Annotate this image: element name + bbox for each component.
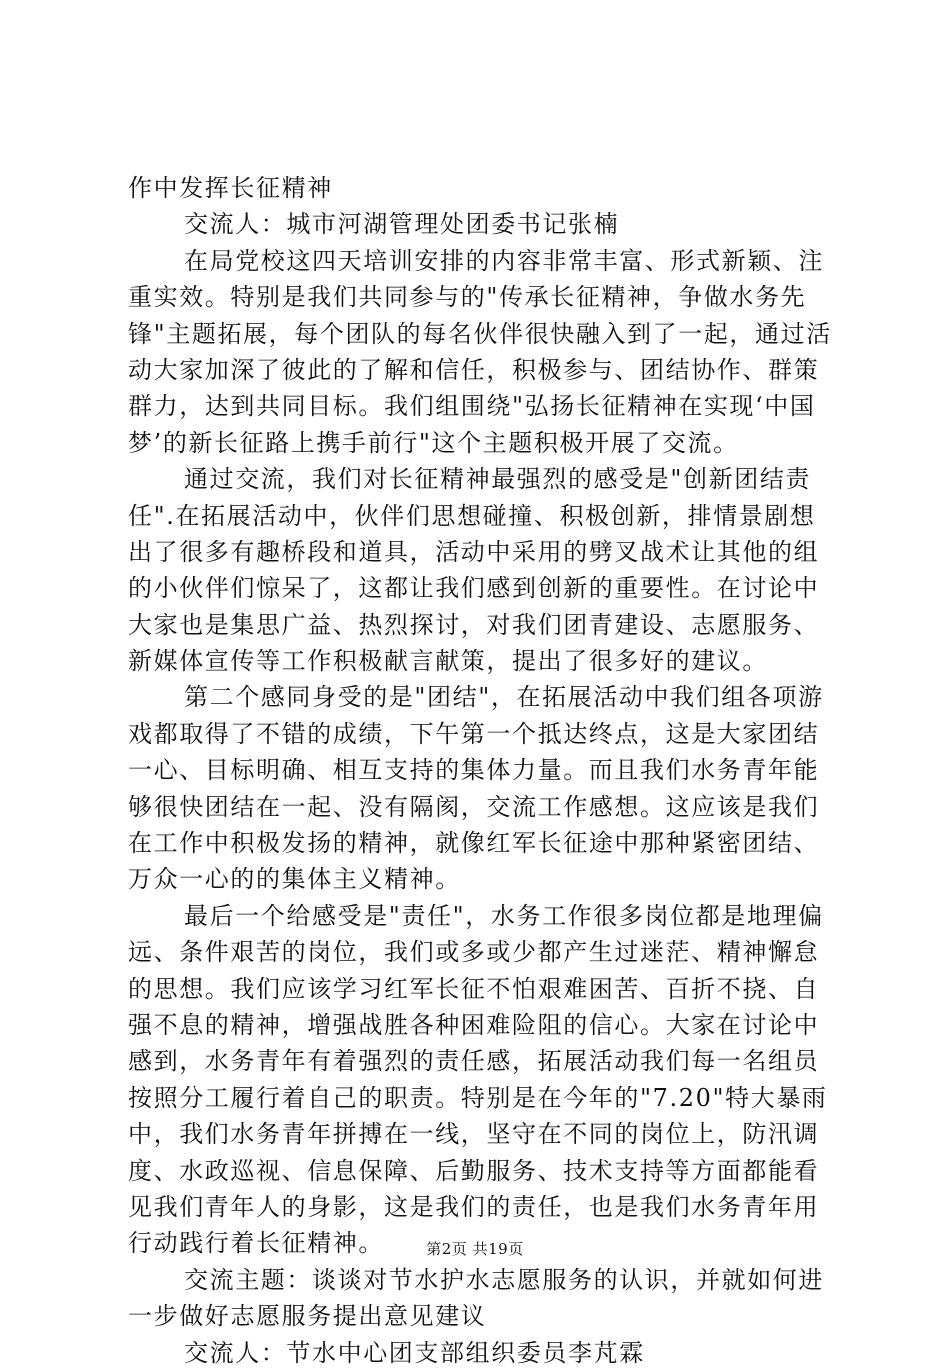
text-line: 动大家加深了彼此的了解和信任，积极参与、团结协作、群策 — [128, 355, 820, 384]
text-line: 重实效。特别是我们共同参与的"传承长征精神，争做水务先 — [128, 283, 807, 312]
text-line: 梦’的新长征路上携手前行"这个主题积极开展了交流。 — [128, 428, 739, 457]
text-line: 新媒体宣传等工作积极献言献策，提出了很多好的建议。 — [128, 647, 768, 676]
text-line: 任".在拓展活动中，伙伴们思想碰撞、积极创新，排情景剧想 — [128, 501, 816, 530]
text-line: 交流人：节水中心团支部组织委员李芃霖 — [184, 1338, 645, 1367]
text-line: 度、水政巡视、信息保障、后勤服务、技术支持等方面都能看 — [128, 1156, 820, 1185]
document-body — [128, 170, 834, 1371]
text-line: 第二个感同身受的是"团结"，在拓展活动中我们组各项游 — [184, 683, 824, 712]
text-line: 交流人：城市河湖管理处团委书记张楠 — [184, 210, 620, 239]
text-line: 远、条件艰苦的岗位，我们或多或少都产生过迷茫、精神懈怠 — [128, 938, 820, 967]
text-line: 戏都取得了不错的成绩，下午第一个抵达终点，这是大家团结 — [128, 719, 820, 748]
text-line: 按照分工履行着自己的职责。特别是在今年的"7.20"特大暴雨 — [128, 1083, 828, 1112]
text-line: 中，我们水务青年拼搏在一线，坚守在不同的岗位上，防汛调 — [128, 1120, 820, 1149]
text-line: 在局党校这四天培训安排的内容非常丰富、形式新颖、注 — [184, 246, 824, 275]
text-line: 交流主题：谈谈对节水护水志愿服务的认识，并就如何进 — [184, 1265, 824, 1294]
text-line: 强不息的精神，增强战胜各种困难险阻的信心。大家在讨论中 — [128, 1010, 820, 1039]
text-line: 行动践行着长征精神。 — [128, 1229, 384, 1258]
text-line: 在工作中积极发扬的精神，就像红军长征途中那种紧密团结、 — [128, 829, 820, 858]
text-line: 大家也是集思广益、热烈探讨，对我们团青建设、志愿服务、 — [128, 610, 820, 639]
text-line: 通过交流，我们对长征精神最强烈的感受是"创新团结责 — [184, 465, 812, 494]
text-line: 的小伙伴们惊呆了，这都让我们感到创新的重要性。在讨论中 — [128, 574, 820, 603]
text-line: 见我们青年人的身影，这是我们的责任，也是我们水务青年用 — [128, 1192, 820, 1221]
text-line: 万众一心的的集体主义精神。 — [128, 865, 461, 894]
text-line: 一心、目标明确、相互支持的集体力量。而且我们水务青年能 — [128, 756, 820, 785]
text-line: 群力，达到共同目标。我们组围绕"弘扬长征精神在实现‘中国 — [128, 392, 816, 421]
page-number-footer: 第2页 共19页 — [426, 1240, 524, 1258]
text-line: 出了很多有趣桥段和道具，活动中采用的劈叉战术让其他的组 — [128, 537, 820, 566]
text-line: 锋"主题拓展，每个团队的每名伙伴很快融入到了一起，通过活 — [128, 319, 832, 348]
text-line: 感到，水务青年有着强烈的责任感，拓展活动我们每一名组员 — [128, 1047, 820, 1076]
text-line: 一步做好志愿服务提出意见建议 — [128, 1302, 487, 1331]
text-line: 够很快团结在一起、没有隔阂，交流工作感想。这应该是我们 — [128, 792, 820, 821]
text-line: 的思想。我们应该学习红军长征不怕艰难困苦、百折不挠、自 — [128, 974, 820, 1003]
text-line: 作中发挥长征精神 — [128, 174, 333, 202]
text-line: 最后一个给感受是"责任"，水务工作很多岗位都是地理偏 — [184, 901, 824, 930]
